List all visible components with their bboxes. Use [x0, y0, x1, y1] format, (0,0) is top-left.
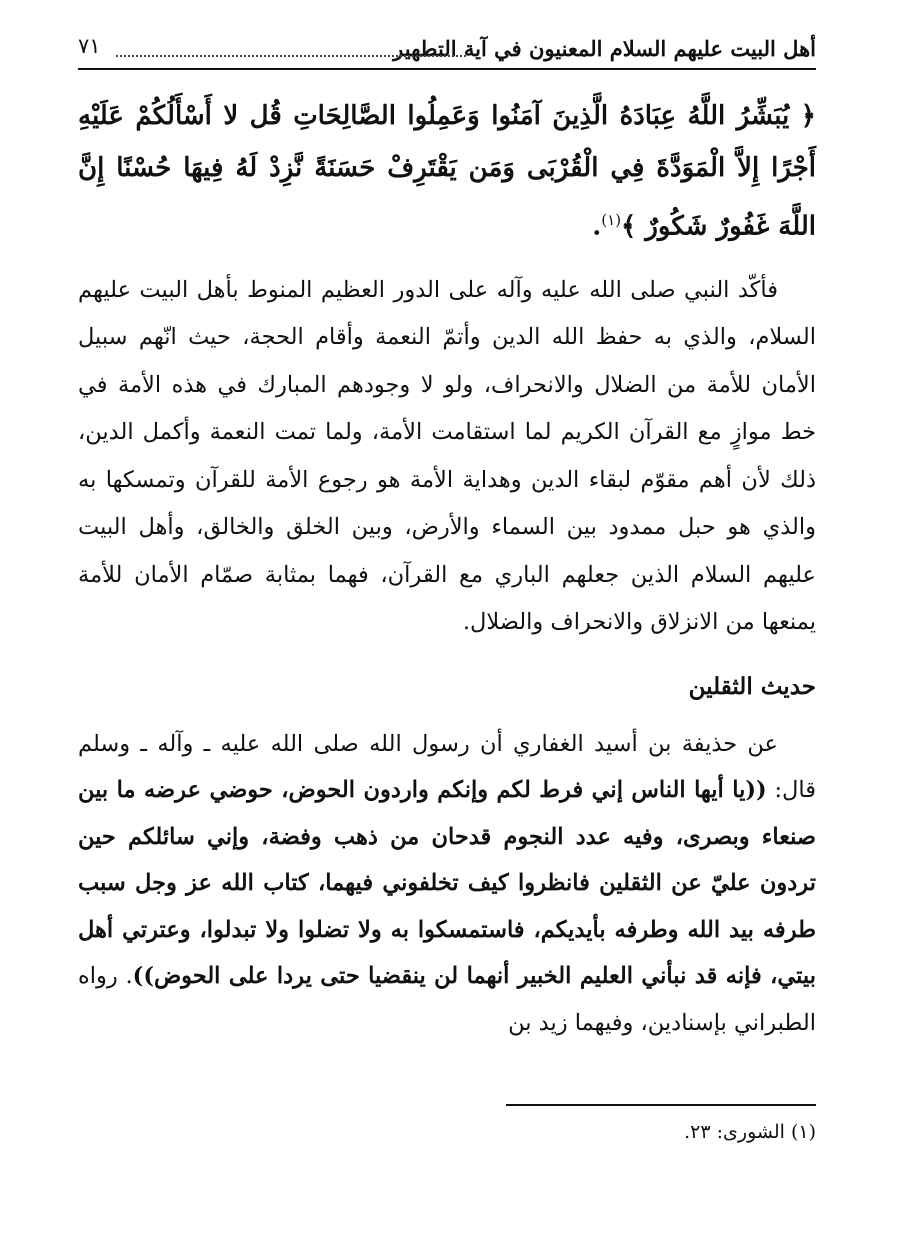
running-header — [78, 28, 816, 70]
verse-end: . — [592, 211, 602, 242]
footnote-reference[interactable]: (١) — [601, 211, 622, 229]
verse-text: ﴿ يُبَشِّرُ اللَّهُ عِبَادَهُ الَّذِينَ آمَنُوا وَعَمِلُوا الصَّالِحَاتِ قُل لا أَسْأَلُكُمْ عَلَيْهِ أَجْرًا إِلاَّ الْمَوَدَّةَ فِي الْقُرْبَى وَمَن يَقْتَرِفْ حَسَنَةً نَّزِدْ لَهُ فِيهَا حُسْنًا إِنَّ اللَّهَ غَفُورٌ شَكُورٌ ﴾ — [78, 101, 816, 242]
hadith-quote: ((يا أيها الناس إني فرط لكم وإنكم واردون الحوض، حوضي عرضه ما بين صنعاء وبصرى، وفيه عدد النجوم قدحان من ذهب وفضة، وإني سائلكم حين تردون عليّ عن الثقلين فانظروا كيف تخلفوني فيهما، كتاب الله عز وجل سبب طرفه بيد الله وطرفه بأيديكم، فاستمسكوا به ولا تضلوا ولا تبدلوا، وعترتي أهل بيتي، فإنه قد نبأني العليم الخبير أنهما لن ينقضيا حتى يردا على الحوض)) — [78, 777, 816, 990]
quran-verse — [78, 90, 816, 253]
section-heading: حديث الثقلين — [688, 672, 816, 700]
running-title: أهل البيت عليهم السلام المعنيون في آية التطهير — [387, 36, 816, 61]
footnote-rule — [506, 1104, 816, 1106]
page — [78, 28, 816, 1143]
paragraph: فأكّد النبي صلى الله عليه وآله على الدور العظيم المنوط بأهل البيت عليهم السلام، والذي به حفظ الله الدين وأتمّ النعمة وأقام الحجة، حيث انّهم سبيل الأمان للأمة من الضلال والانحراف، ولو لا وجودهم المبارك في هذه الأمة في خط موازٍ مع القرآن الكريم لما استقامت الأمة، ولما تمت النعمة وأكمل الدين، ذلك لأن أهم مقوّم لبقاء الدين وهداية الأمة هو رجوع الأمة للقرآن وتمسكها به والذي هو حبل ممدود بين السماء والأرض، وبين الخلق والخالق، وأهل البيت عليهم السلام الذين جعلهم الباري مع القرآن، فهما بمثابة صمّام الأمان للأمة يمنعها من الانزلاق والانحراف والضلال. — [78, 276, 816, 636]
page-number: ٧١ — [78, 34, 101, 58]
hadith-intro: عن حذيفة بن أسيد الغفاري أن رسول الله صلى الله عليه ـ وآله ـ وسلم قال: — [78, 730, 816, 804]
header-rule — [78, 68, 816, 70]
hadith-paragraph — [78, 721, 816, 1047]
leader-dots — [116, 55, 466, 57]
footnote: (١) الشورى: ٢٣. — [684, 1121, 816, 1143]
hadith-source: . رواه الطبراني بإسنادين، وفيهما زيد بن — [78, 963, 816, 1036]
